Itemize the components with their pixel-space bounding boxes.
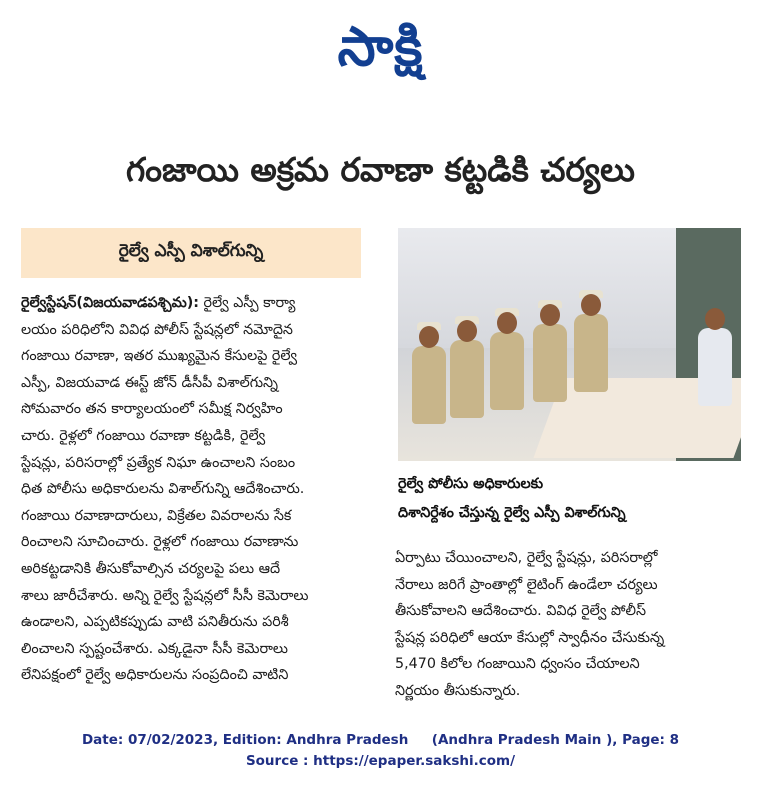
body-line: నిర్ణయం తీసుకున్నారు. — [395, 682, 521, 699]
officer-figure — [574, 314, 608, 392]
body-line: ఏర్పాటు చేయించాలని, రైల్వే స్టేషన్లు, పరిసరాల్లో — [395, 550, 658, 566]
body-line: 5,470 కిలోల గంజాయిని ధ్వంసం చేయాలని — [395, 656, 640, 673]
sakshi-logo: సాక్షి — [337, 15, 424, 78]
body-line: సోమవారం తన కార్యాలయంలో సమీక్ష నిర్వహిం — [21, 401, 283, 418]
body-line: లించాలని స్పష్టంచేశారు. ఎక్కడైనా సీసీ కెమెరాలు — [21, 640, 288, 657]
body-line: చారు. రైళ్లలో గంజాయి రవాణా కట్టడికి, రైల్వే — [21, 427, 266, 444]
body-line: ఉండాలని, ఎప్పటికప్పుడు వాటి పనితీరును పరిశీ — [21, 614, 289, 631]
caption-line: రైల్వే పోలీసు అధికారులకు — [398, 476, 544, 492]
article-deck: రైల్వే ఎస్పీ విశాల్‌గున్ని — [21, 228, 361, 278]
officer-figure — [490, 332, 524, 410]
officer-figure — [412, 346, 446, 424]
meeting-photo — [398, 228, 741, 461]
masthead — [0, 8, 761, 86]
body-line: ఎస్పీ, విజయవాడ ఈస్ట్ జోన్ డీసీపీ విశాల్‌గున్ని — [21, 374, 278, 391]
date-edition-line: Date: 07/02/2023, Edition: Andhra Pradesh (Andhra Pradesh Main ), Page: 8 — [81, 732, 680, 748]
body-line: ధిత పోలీసు అధికారులను విశాల్‌గున్ని ఆదేశించారు. — [21, 481, 305, 498]
officer-figure — [450, 340, 484, 418]
body-line: లేనిపక్షంలో రైల్వే అధికారులను సంప్రదించి వాటిని — [21, 667, 289, 684]
body-line: తీసుకోవాలని ఆదేశించారు. వివిధ రైల్వే పోలీస్ — [395, 603, 646, 620]
source-footer — [0, 730, 761, 772]
article-body-left — [21, 290, 381, 689]
body-line: అరికట్టడానికి తీసుకోవాల్సిన చర్యలపై పలు ఆదే — [21, 560, 281, 577]
body-line: లయం పరిధిలోని వివిధ పోలీస్ స్టేషన్లలో నమోదైన — [21, 321, 293, 338]
caption-line: దిశానిర్దేశం చేస్తున్న రైల్వే ఎస్పీ విశాల్‌గున్ని — [398, 505, 626, 521]
article-headline: గంజాయి అక్రమ రవాణా కట్టడికి చర్యలు — [126, 150, 635, 189]
officer-figure — [533, 324, 567, 402]
body-line: రించాలని సూచించారు. రైళ్లలో గంజాయి రవాణాను — [21, 534, 299, 551]
photo-caption — [398, 470, 748, 528]
body-line: శాలు జారీచేశారు. అన్ని రైల్వే స్టేషన్లలో సీసీ కెమెరాలు — [21, 587, 309, 604]
body-line: స్టేషన్లు, పరిసరాల్లో ప్రత్యేక నిఘా ఉంచాలని సంబం — [21, 454, 296, 471]
article-body-right — [395, 545, 750, 705]
officer-figure — [698, 328, 732, 406]
source-url-line: Source : https://epaper.sakshi.com/ — [245, 753, 516, 769]
body-line: గంజాయి రవాణాదారులు, విక్రేతల వివరాలను సేక — [21, 507, 292, 524]
body-line: నేరాలు జరిగే ప్రాంతాల్లో లైటింగ్ ఉండేలా చర్యలు — [395, 576, 658, 593]
body-line: స్టేషన్ల పరిధిలో ఆయా కేసుల్లో స్వాధీనం చేసుకున్న — [395, 629, 665, 646]
body-line: గంజాయి రవాణా, ఇతర ముఖ్యమైన కేసులపై రైల్వే — [21, 348, 298, 365]
body-line: రైల్వేస్టేషన్(విజయవాడపశ్చిమ): రైల్వే ఎస్పీ కార్యా — [21, 295, 296, 311]
article-dateline: రైల్వేస్టేషన్(విజయవాడపశ్చిమ): — [21, 295, 199, 311]
